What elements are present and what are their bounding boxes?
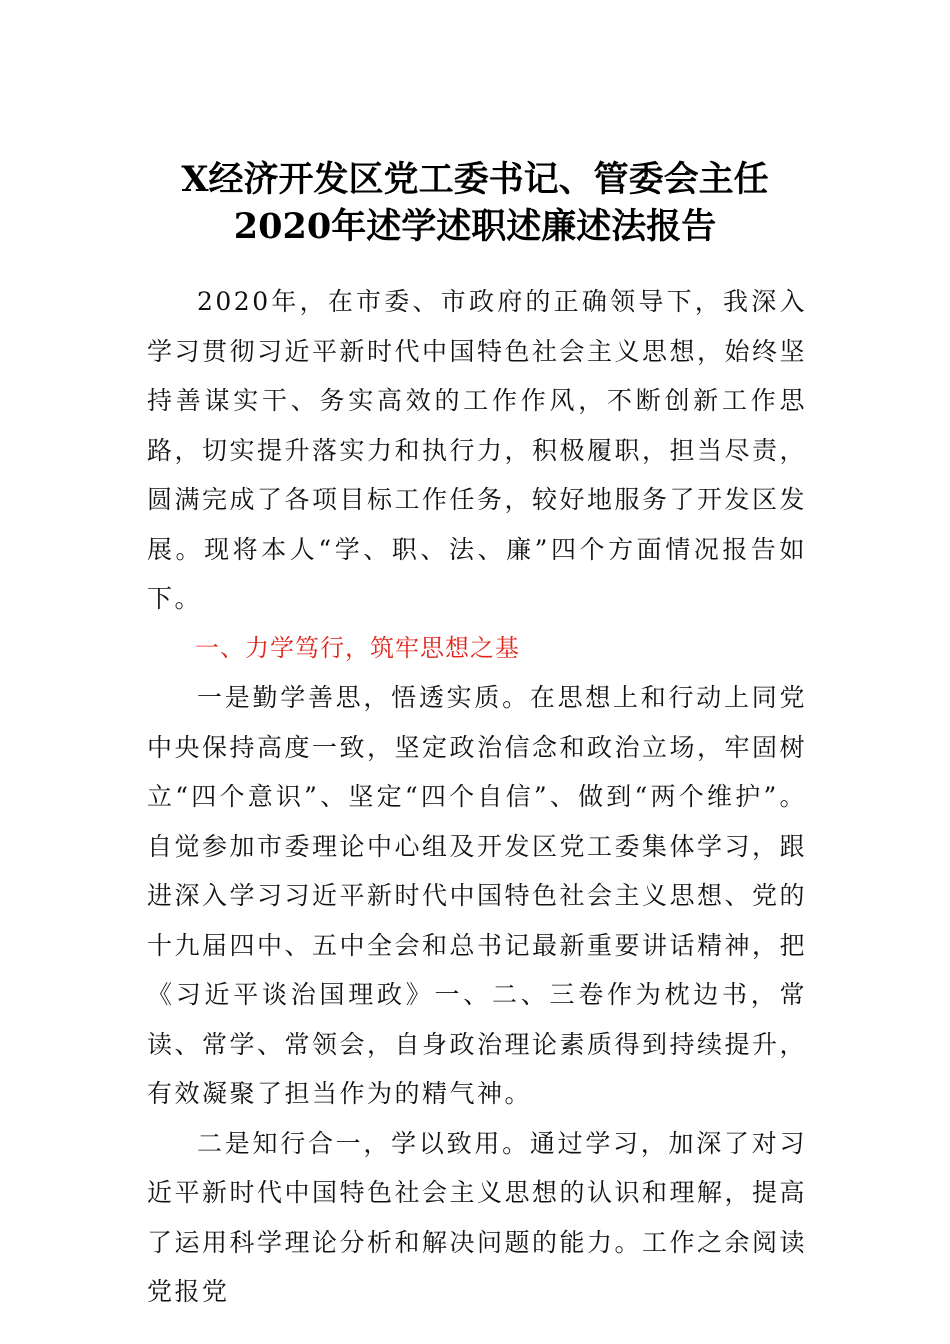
section-heading-1: 一、力学笃行，筑牢思想之基 — [195, 633, 520, 662]
document-title-line-2: 2020年述学述职述廉述法报告 — [233, 206, 717, 247]
body-paragraph-2: 二是知行合一，学以致用。通过学习，加深了对习近平新时代中国特色社会主义思想的认识和理解，提高了运用科学理论分析和解决问题的能力。工作之余阅读党报党 — [147, 1128, 808, 1306]
body-paragraph-1: 一是勤学善思，悟透实质。在思想上和行动上同党中央保持高度一致，坚定政治信念和政治立场，牢固树立“四个意识”、坚定“四个自信”、做到“两个维护”。自觉参加市委理论中心组及开发区党工委集体学习，跟进深入学习习近平新时代中国特色社会主义思想、党的十九届四中、五中全会和总书记最新重要讲话精神，把《习近平谈治国理政》一、二、三卷作为枕边书，常读、常学、常领会，自身政治理论素质得到持续提升，有效凝聚了担当作为的精气神。 — [147, 683, 808, 1108]
document-body — [147, 277, 807, 1317]
intro-paragraph: 2020年，在市委、市政府的正确领导下，我深入学习贯彻习近平新时代中国特色社会主义思想，始终坚持善谋实干、务实高效的工作作风，不断创新工作思路，切实提升落实力和执行力，积极履职，担当尽责，圆满完成了各项目标工作任务，较好地服务了开发区发展。现将本人“学、职、法、廉”四个方面情况报告如下。 — [147, 287, 808, 613]
document-title-line-1: X经济开发区党工委书记、管委会主任 — [181, 159, 769, 200]
